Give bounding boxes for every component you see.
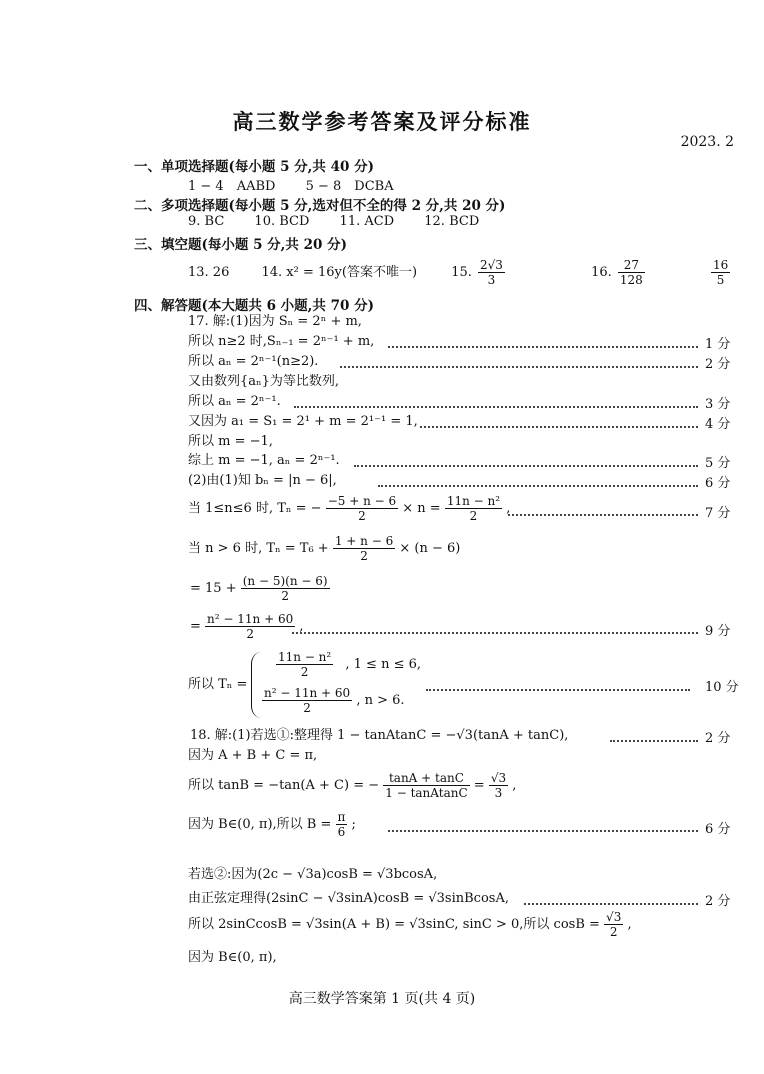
q18-line: 因为 A + B + C = π, [188, 748, 318, 763]
fraction: $\frac{\text{11n − n²}}{2}$ [278, 650, 332, 679]
dot-leader [524, 903, 698, 905]
score-label: 1 分 [705, 337, 731, 352]
q17-line: 所以 n≥2 时,Sₙ₋₁ = 2ⁿ⁻¹ + m, [188, 334, 375, 349]
q17-line: = 15 + $\frac{(n - 5)(n - 6)}{2}$ [190, 574, 328, 603]
dot-leader [388, 346, 698, 348]
score-label: 7 分 [705, 506, 731, 521]
q17-line: 又因为 a₁ = S₁ = 2¹ + m = 2¹⁻¹ = 1, [188, 414, 418, 429]
dot-leader [508, 514, 698, 516]
q17-line: 所以 aₙ = 2ⁿ⁻¹. [188, 394, 281, 409]
q17-line: 当 n > 6 时, Tₙ = T₆ + $\frac{1 + n - 6}{2}$ × (n − 6) [188, 534, 461, 563]
answer-item: 11. ACD [339, 214, 395, 229]
score-label: 6 分 [705, 822, 731, 837]
fraction: $\frac{16}{5}$ [712, 258, 729, 287]
section-heading-solutions: 四、解答题(本大题共 6 小题,共 70 分) [134, 298, 374, 314]
score-label: 5 分 [705, 456, 731, 471]
page-title: 高三数学参考答案及评分标准 [232, 109, 532, 134]
answer-13: 13. 26 [188, 265, 230, 280]
dot-leader [420, 426, 698, 428]
date-label: 2023. 2 [680, 134, 734, 150]
score-label: 3 分 [705, 397, 731, 412]
dot-leader [610, 740, 698, 742]
fill-blank-answers [188, 256, 764, 290]
section-heading-fill-blank: 三、填空题(每小题 5 分,共 20 分) [134, 237, 347, 253]
q17-line: = $\frac{\text{n² − 11n + 60}}{2}$ , [190, 612, 304, 641]
answer-item: 9. BC [188, 214, 225, 229]
score-label: 4 分 [705, 417, 731, 432]
q17-line: 所以 Tₙ = [188, 677, 248, 692]
score-label: 10 分 [705, 680, 739, 695]
dot-leader [354, 465, 698, 467]
fraction: $\frac{√3}{3}$ [490, 771, 507, 800]
dot-leader [426, 689, 690, 691]
answer-group: 1 − 4 AABD [188, 179, 276, 194]
q17-line: 17. 解:(1)因为 Sₙ = 2ⁿ + m, [188, 314, 362, 329]
answer-item: 10. BCD [254, 214, 310, 229]
q17-line: 当 1≤n≤6 时, Tₙ = − $\frac{-5 + n - 6}{2}$ × n = $\frac{\text{11n − n²}}{2}$ , [188, 494, 511, 523]
q18-line: 因为 B∈(0, π),所以 B = $\frac{\pi}{6}$ ; [188, 810, 356, 839]
dot-leader [292, 632, 698, 634]
q17-line: 又由数列{aₙ}为等比数列, [188, 374, 340, 389]
q17-line: 综上 m = −1, aₙ = 2ⁿ⁻¹. [188, 453, 340, 468]
q18-line: 所以 tanB = −tan(A + C) = − $\frac{\tan A + \tan C}{\text{1 − tanAtanC}}$ = $\frac{√3}{3}$ , [188, 771, 517, 800]
answer-15: 15. $\frac{2√3}{3}$ [451, 265, 561, 280]
piecewise-case: $\frac{\text{n² − 11n + 60}}{2}$ , n > 6. [264, 686, 405, 715]
fraction: $\frac{\text{11n − n²}}{2}$ [446, 494, 501, 523]
q18-line: 若选②:因为(2c − √3a)cosB = √3bcosA, [188, 867, 438, 882]
q18-line: 因为 B∈(0, π), [188, 950, 277, 965]
q18-line: 由正弦定理得(2sinC − √3sinA)cosB = √3sinBcosA, [188, 891, 509, 906]
q18-line: 所以 2sinCcosB = √3sin(A + B) = √3sinC, sinC > 0,所以 cosB = $\frac{√3}{2}$ , [188, 910, 632, 939]
dot-leader [294, 406, 698, 408]
fraction: $\frac{\text{n² − 11n + 60}}{2}$ [264, 686, 351, 715]
fraction: $\frac{\tan A + \tan C}{\text{1 − tanAtanC}}$ [385, 771, 468, 800]
score-label: 2 分 [705, 357, 731, 372]
fraction: $\frac{2√3}{3}$ [480, 258, 503, 287]
answer-16: 16. $\frac{27}{128}$ $\frac{16}{5}$ [591, 265, 764, 280]
answer-14: 14. x² = 16y(答案不唯一) [261, 265, 418, 280]
fraction: $\frac{27}{128}$ [619, 258, 643, 287]
fraction: $\frac{(n - 5)(n - 6)}{2}$ [242, 574, 328, 603]
answer-group: 5 − 8 DCBA [305, 179, 394, 194]
score-label: 2 分 [705, 894, 731, 909]
piecewise-case: $\frac{\text{11n − n²}}{2}$ , 1 ≤ n ≤ 6, [278, 650, 422, 679]
q18-line: 18. 解:(1)若选①:整理得 1 − tanAtanC = −√3(tanA + tanC), [190, 728, 569, 743]
page-footer: 高三数学答案第 1 页(共 4 页) [288, 991, 476, 1007]
fraction: $\frac{√3}{2}$ [606, 910, 622, 939]
answer-item: 12. BCD [424, 214, 480, 229]
section-heading-multi-choice: 二、多项选择题(每小题 5 分,选对但不全的得 2 分,共 20 分) [134, 198, 506, 214]
fraction: $\frac{\text{n² − 11n + 60}}{2}$ [207, 612, 294, 641]
dot-leader [388, 830, 698, 832]
q17-line: (2)由(1)知 bₙ = |n − 6|, [188, 473, 337, 488]
dot-leader [378, 485, 698, 487]
multi-choice-answers [188, 214, 505, 229]
dot-leader [340, 366, 698, 368]
q17-line: 所以 aₙ = 2ⁿ⁻¹(n≥2). [188, 354, 319, 369]
fraction: $\frac{1 + n - 6}{2}$ [334, 534, 394, 563]
fraction: $\frac{-5 + n - 6}{2}$ [327, 494, 397, 523]
single-choice-answers [188, 175, 420, 194]
score-label: 9 分 [705, 624, 731, 639]
fraction: $\frac{\pi}{6}$ [337, 810, 346, 839]
q17-line: 所以 m = −1, [188, 434, 273, 449]
score-label: 6 分 [705, 476, 731, 491]
section-heading-single-choice: 一、单项选择题(每小题 5 分,共 40 分) [134, 159, 374, 175]
score-label: 2 分 [705, 731, 731, 746]
